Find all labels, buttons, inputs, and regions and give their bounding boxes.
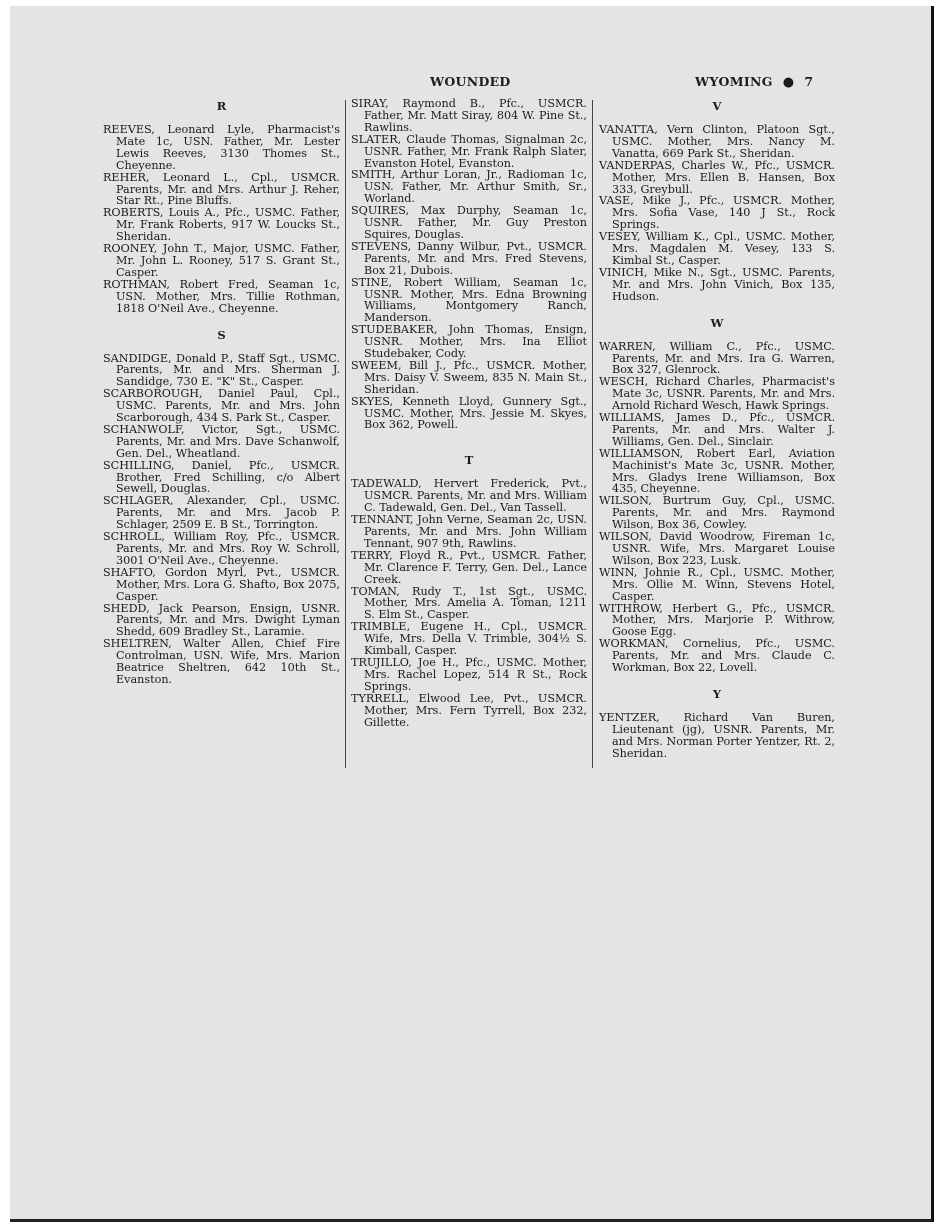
section-letter-w: W bbox=[710, 315, 724, 330]
list-entry: SWEEM, Bill J., Pfc., USMCR. Mother, Mrs. Daisy V. Sweem, 835 N. Main St., Sheridan. bbox=[351, 358, 587, 396]
list-entry: REEVES, Leonard Lyle, Pharmacist's Mate 1c, USN. Father, Mr. Lester Lewis Reeves, 3130 Thomes St., Cheyenne. bbox=[103, 123, 340, 172]
list-entry: TYRRELL, Elwood Lee, Pvt., USMCR. Mother, Mrs. Fern Tyrrell, Box 232, Gillette. bbox=[351, 691, 587, 729]
list-entry: STINE, Robert William, Seaman 1c, USNR. Mother, Mrs. Edna Browning Williams, Montgomery Ranch, Manderson. bbox=[351, 275, 587, 325]
list-entry: WILSON, David Woodrow, Fireman 1c, USNR. Wife, Mrs. Margaret Louise Wilson, Box 223, Lusk. bbox=[599, 530, 835, 567]
list-entry: WITHROW, Herbert G., Pfc., USMCR. Mother, Mrs. Marjorie P. Withrow, Goose Egg. bbox=[599, 601, 835, 639]
column-3 bbox=[599, 98, 835, 760]
list-entry: WINN, Johnie R., Cpl., USMC. Mother, Mrs. Ollie M. Winn, Stevens Hotel, Casper. bbox=[599, 565, 835, 603]
list-entry: ROTHMAN, Robert Fred, Seaman 1c, USN. Mother, Mrs. Tillie Rothman, 1818 O'Neil Ave., Cheyenne. bbox=[103, 277, 340, 315]
list-entry: VASE, Mike J., Pfc., USMCR. Mother, Mrs. Sofia Vase, 140 J St., Rock Springs. bbox=[599, 194, 835, 232]
list-entry: STEVENS, Danny Wilbur, Pvt., USMCR. Parents, Mr. and Mrs. Fred Stevens, Box 21, Dubois. bbox=[351, 239, 587, 277]
list-entry: SLATER, Claude Thomas, Signalman 2c, USNR. Father, Mr. Frank Ralph Slater, Evanston Hotel, Evanston. bbox=[351, 132, 587, 170]
running-head bbox=[695, 74, 813, 90]
list-entry: YENTZER, Richard Van Buren, Lieutenant (jg), USNR. Parents, Mr. and Mrs. Norman Porter Yentzer, Rt. 2, Sheridan. bbox=[599, 710, 835, 760]
document-page bbox=[10, 6, 934, 1222]
section-letter-v: V bbox=[712, 99, 722, 113]
page-title: WOUNDED bbox=[430, 74, 511, 89]
list-entry: VANDERPAS, Charles W., Pfc., USMCR. Mother, Mrs. Ellen B. Hansen, Box 333, Greybull. bbox=[599, 158, 835, 196]
section-letter-s: S bbox=[217, 327, 226, 342]
section-letter-r: R bbox=[216, 99, 227, 113]
list-entry: WILLIAMS, James D., Pfc., USMCR. Parents, Mr. and Mrs. Walter J. Williams, Gen. Del., Sinclair. bbox=[599, 411, 835, 448]
list-entry: SQUIRES, Max Durphy, Seaman 1c, USNR. Father, Mr. Guy Preston Squires, Douglas. bbox=[351, 204, 587, 241]
list-entry: SHEDD, Jack Pearson, Ensign, USNR. Parents, Mr. and Mrs. Dwight Lyman Shedd, 609 Bradley St., Laramie. bbox=[103, 601, 340, 639]
column-divider-1 bbox=[345, 100, 346, 768]
list-entry: TERRY, Floyd R., Pvt., USMCR. Father, Mr. Clarence F. Terry, Gen. Del., Lance Creek. bbox=[351, 548, 587, 586]
list-entry: TRIMBLE, Eugene H., Cpl., USMCR. Wife, Mrs. Della V. Trimble, 304½ S. Kimball, Casper. bbox=[351, 620, 587, 658]
list-entry: SCHLAGER, Alexander, Cpl., USMC. Parents, Mr. and Mrs. Jacob P. Schlager, 2509 E. B St., Torrington. bbox=[103, 494, 340, 532]
section-letter-y: Y bbox=[712, 686, 722, 701]
column-1 bbox=[103, 98, 340, 686]
bullet-separator: ● bbox=[782, 75, 795, 90]
list-entry: REHER, Leonard L., Cpl., USMCR. Parents, Mr. and Mrs. Arthur J. Reher, Star Rt., Pine Bluffs. bbox=[103, 170, 340, 208]
list-entry: STUDEBAKER, John Thomas, Ensign, USNR. Mother, Mrs. Ina Elliot Studebaker, Cody. bbox=[351, 323, 587, 361]
page-number: 7 bbox=[804, 74, 814, 89]
list-entry: SCHILLING, Daniel, Pfc., USMCR. Brother, Fred Schilling, c/o Albert Sewell, Douglas. bbox=[103, 458, 340, 496]
list-entry: WILLIAMSON, Robert Earl, Aviation Machinist's Mate 3c, USNR. Mother, Mrs. Gladys Irene Williamson, Box 435, Cheyenne. bbox=[599, 446, 835, 496]
list-entry: SHELTREN, Walter Allen, Chief Fire Controlman, USN. Wife, Mrs. Marion Beatrice Sheltren, 642 10th St., Evanston. bbox=[103, 637, 340, 686]
column-divider-2 bbox=[592, 100, 593, 768]
section-letter-t: T bbox=[464, 453, 474, 468]
column-2 bbox=[351, 98, 587, 728]
list-entry: SMITH, Arthur Loran, Jr., Radioman 1c, USN. Father, Mr. Arthur Smith, Sr., Worland. bbox=[351, 168, 587, 206]
list-entry: SCARBOROUGH, Daniel Paul, Cpl., USMC. Parents, Mr. and Mrs. John Scarborough, 434 S. Park St., Casper. bbox=[103, 387, 340, 425]
list-entry: WARREN, William C., Pfc., USMC. Parents, Mr. and Mrs. Ira G. Warren, Box 327, Glenrock. bbox=[599, 339, 835, 377]
list-entry: SHAFTO, Gordon Myrl, Pvt., USMCR. Mother, Mrs. Lora G. Shafto, Box 2075, Casper. bbox=[103, 565, 340, 603]
list-entry: WORKMAN, Cornelius, Pfc., USMC. Parents, Mr. and Mrs. Claude C. Workman, Box 22, Lovell. bbox=[599, 637, 835, 675]
list-entry: SANDIDGE, Donald P., Staff Sgt., USMC. Parents, Mr. and Mrs. Sherman J. Sandidge, 730 E. "K" St., Casper. bbox=[103, 351, 340, 389]
list-entry: TRUJILLO, Joe H., Pfc., USMC. Mother, Mrs. Rachel Lopez, 514 R St., Rock Springs. bbox=[351, 655, 587, 693]
state-name: WYOMING bbox=[695, 74, 773, 89]
list-entry: VANATTA, Vern Clinton, Platoon Sgt., USMC. Mother, Mrs. Nancy M. Vanatta, 669 Park St., Sheridan. bbox=[599, 123, 835, 160]
list-entry: VESEY, William K., Cpl., USMC. Mother, Mrs. Magdalen M. Vesey, 133 S. Kimbal St., Casper. bbox=[599, 230, 835, 267]
list-entry: SKYES, Kenneth Lloyd, Gunnery Sgt., USMC. Mother, Mrs. Jessie M. Skyes, Box 362, Powell. bbox=[351, 394, 587, 432]
list-entry: WESCH, Richard Charles, Pharmacist's Mate 3c, USNR. Parents, Mr. and Mrs. Arnold Richard Wesch, Hawk Springs. bbox=[599, 375, 835, 413]
list-entry: SCHANWOLF, Victor, Sgt., USMC. Parents, Mr. and Mrs. Dave Schanwolf, Gen. Del., Wheatland. bbox=[103, 422, 340, 460]
list-entry: ROBERTS, Louis A., Pfc., USMC. Father, Mr. Frank Roberts, 917 W. Loucks St., Sheridan. bbox=[103, 206, 340, 244]
list-entry: SCHROLL, William Roy, Pfc., USMCR. Parents, Mr. and Mrs. Roy W. Schroll, 3001 O'Neil Ave., Cheyenne. bbox=[103, 530, 340, 567]
list-entry: TADEWALD, Hervert Frederick, Pvt., USMCR. Parents, Mr. and Mrs. William C. Tadewald, Gen. Del., Van Tassell. bbox=[351, 477, 587, 515]
list-entry: TENNANT, John Verne, Seaman 2c, USN. Parents, Mr. and Mrs. John William Tennant, 907 9th, Rawlins. bbox=[351, 513, 587, 550]
list-entry: TOMAN, Rudy T., 1st Sgt., USMC. Mother, Mrs. Amelia A. Toman, 1211 S. Elm St., Casper. bbox=[351, 584, 587, 622]
list-entry: WILSON, Burtrum Guy, Cpl., USMC. Parents, Mr. and Mrs. Raymond Wilson, Box 36, Cowley. bbox=[599, 494, 835, 532]
list-entry: SIRAY, Raymond B., Pfc., USMCR. Father, Mr. Matt Siray, 804 W. Pine St., Rawlins. bbox=[351, 97, 587, 134]
list-entry: ROONEY, John T., Major, USMC. Father, Mr. John L. Rooney, 517 S. Grant St., Casper. bbox=[103, 242, 340, 279]
list-entry: VINICH, Mike N., Sgt., USMC. Parents, Mr. and Mrs. John Vinich, Box 135, Hudson. bbox=[599, 265, 835, 303]
